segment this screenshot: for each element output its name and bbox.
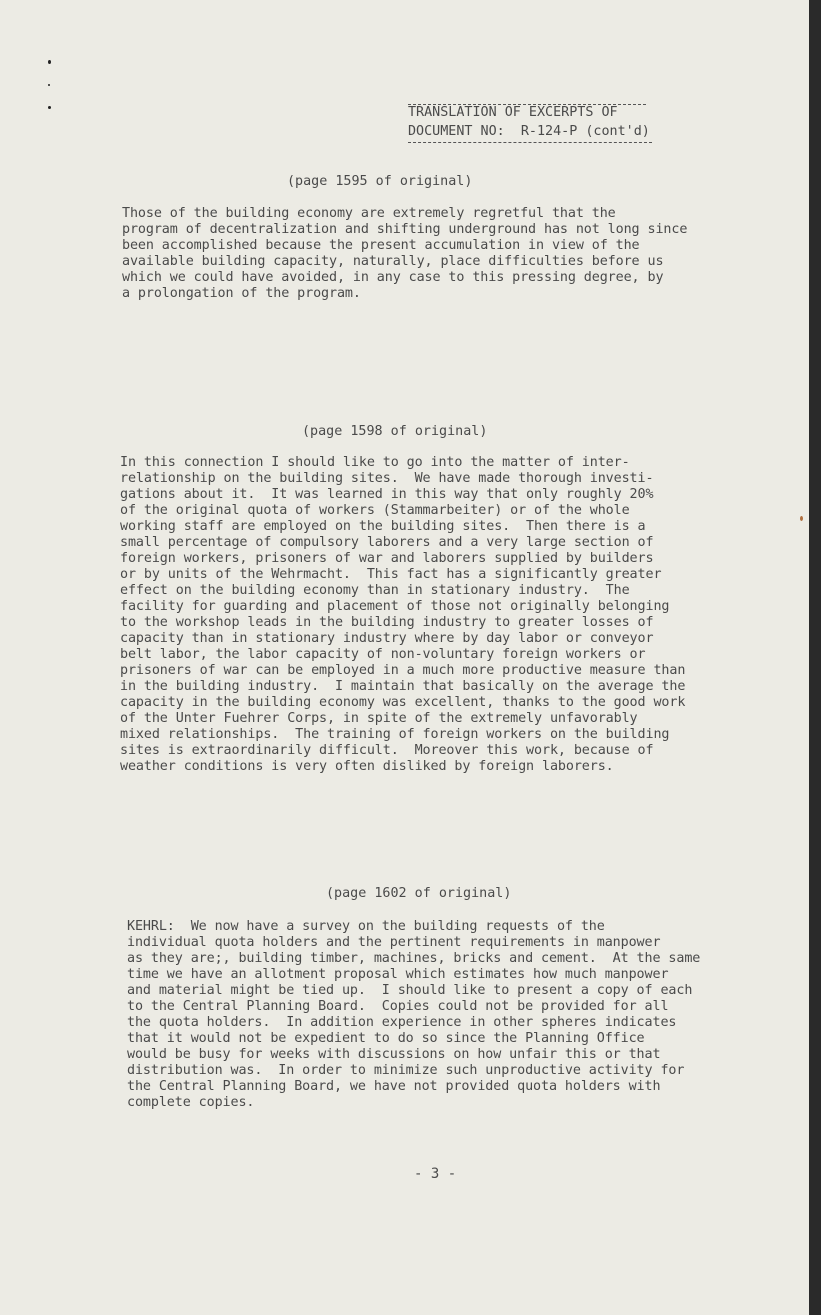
header-line-2: DOCUMENT NO: R-124-P (cont'd) (408, 124, 650, 139)
page-reference: (page 1595 of original) (287, 174, 473, 189)
page-number: - 3 - (414, 1166, 457, 1182)
paragraph: In this connection I should like to go into the matter of inter- relationship on the building sites. We have made thorough investi- gations about it. It was learned in this way that only roughly 20% of the original quota of workers (Stammarbeiter) or of the whole working staff are employed on the building sites. Then there is a small percentage of compulsory laborers and a very large section of foreign workers, prisoners of war and laborers supplied by builders or by units of the Wehrmacht. This fact has a significantly greater effect on the building economy than in stationary industry. The facility for guarding and placement of those not originally belonging to the workshop leads in the building industry to greater losses of capacity than in stationary industry where by day labor or conveyor belt labor, the labor capacity of non-voluntary foreign workers or prisoners of war can be employed in a much more productive measure than in the building industry. I maintain that basically on the average the capacity in the building economy was excellent, thanks to the good work of the Unter Fuehrer Corps, in spite of the extremely unfavorably mixed relationships. The training of foreign workers on the building sites is extraordinarily difficult. Moreover this work, because of weather conditions is very often disliked by foreign laborers. (120, 455, 686, 774)
punch-mark (48, 60, 51, 64)
header-rule-bottom (408, 142, 652, 143)
punch-mark (48, 106, 51, 109)
punch-mark (48, 84, 50, 86)
ink-spot (800, 516, 803, 521)
paragraph: Those of the building economy are extremely regretful that the program of decentralization and shifting underground has not long since been accomplished because the present accumulation in view of the available building capacity, naturally, place difficulties before us which we could have avoided, in any case to this pressing degree, by a prolongation of the program. (122, 206, 688, 301)
scan-border (809, 0, 821, 1315)
paragraph: KEHRL: We now have a survey on the building requests of the individual quota holders and the pertinent requirements in manpower as they are;, building timber, machines, bricks and cement. At the same time we have an allotment proposal which estimates how much manpower and material might be tied up. I should like to present a copy of each to the Central Planning Board. Copies could not be provided for all the quota holders. In addition experience in other spheres indicates that it would not be expedient to do so since the Planning Office would be busy for weeks with discussions on how unfair this or that distribution was. In order to minimize such unproductive activity for the Central Planning Board, we have not provided quota holders with complete copies. (127, 919, 701, 1110)
header-rule-top (408, 104, 646, 105)
document-header (408, 103, 650, 141)
page-reference: (page 1602 of original) (326, 886, 512, 901)
header-line-1: TRANSLATION OF EXCERPTS OF (408, 105, 618, 120)
page-reference: (page 1598 of original) (302, 424, 488, 439)
